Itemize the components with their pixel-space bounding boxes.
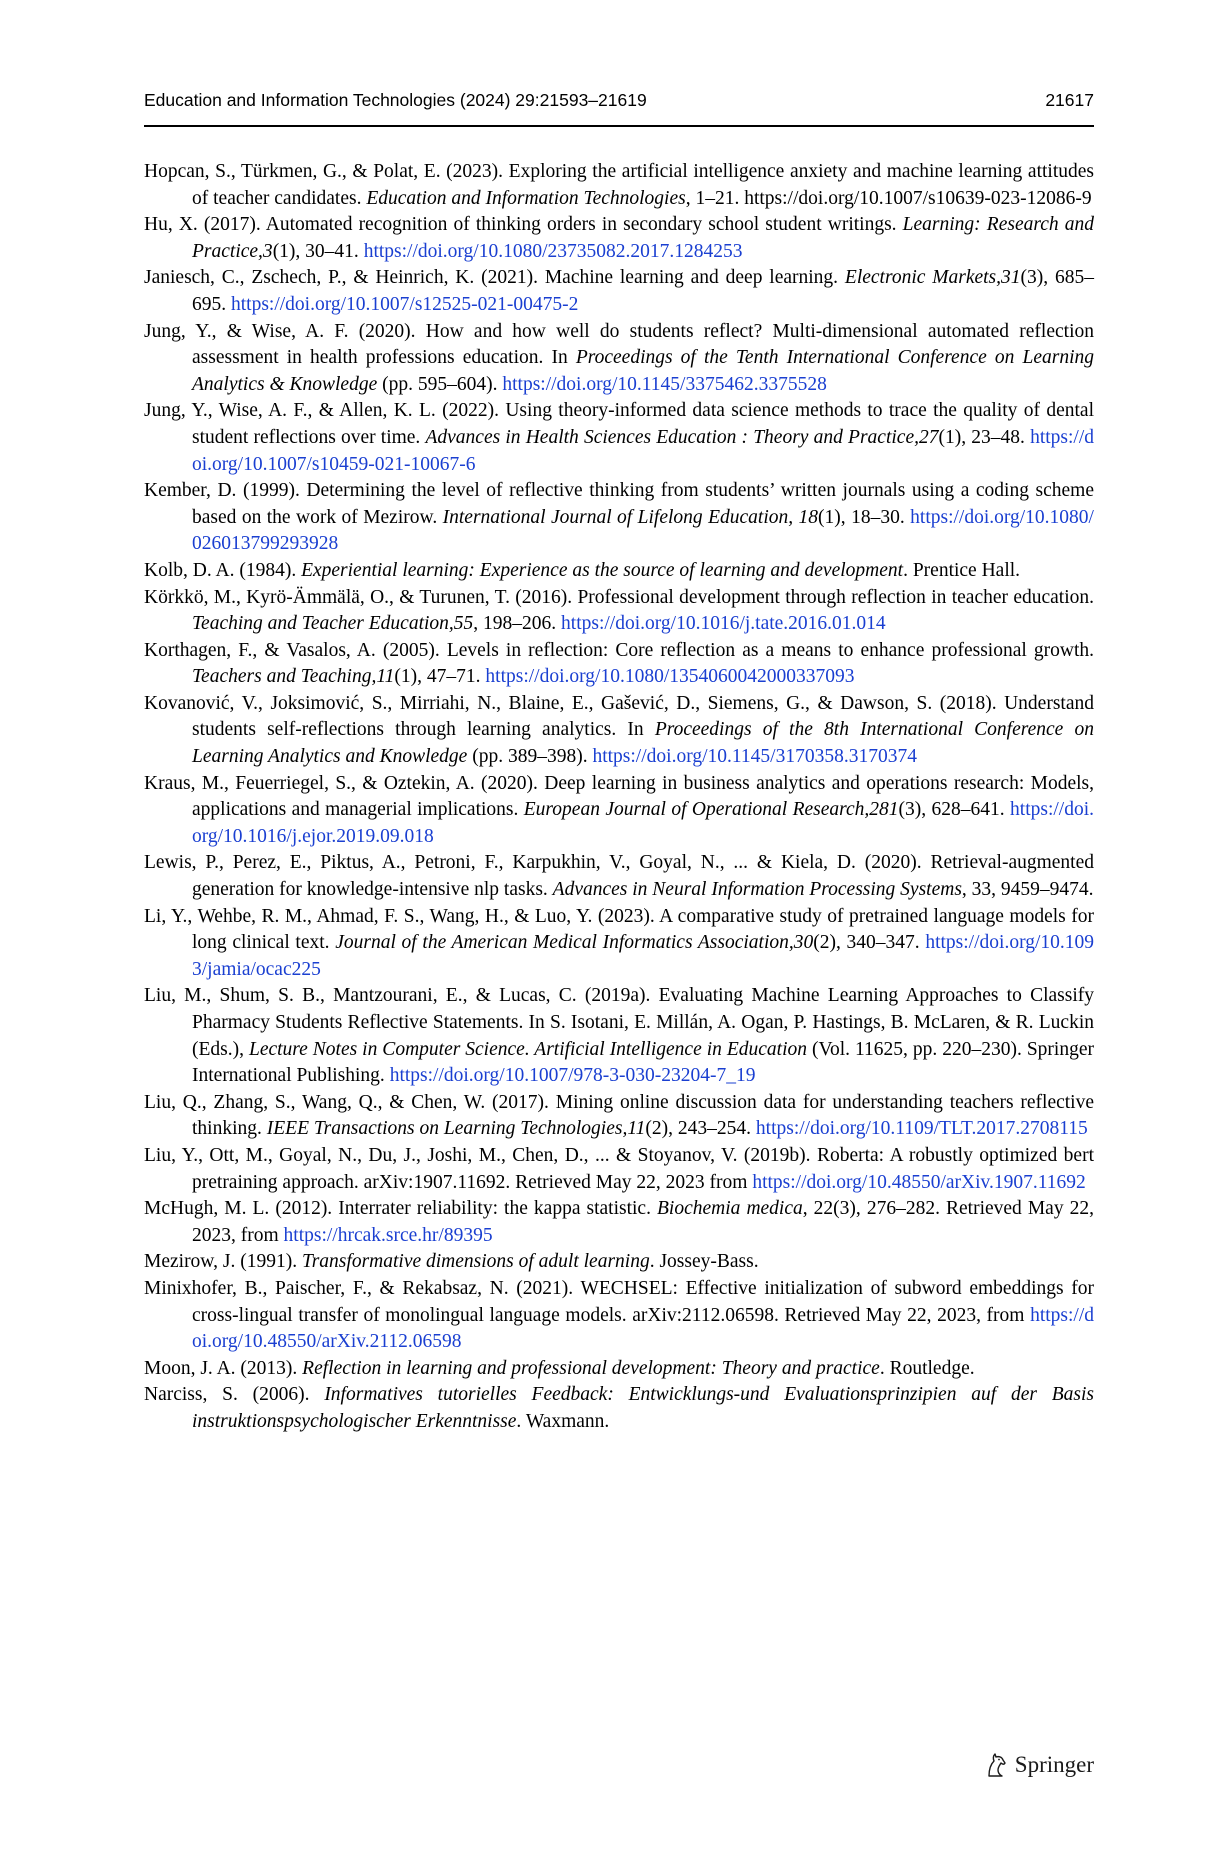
- reference-entry: [144, 1356, 1094, 1383]
- reference-italic: Teachers and Teaching,11: [192, 666, 395, 688]
- reference-rest: (2), 243–254.: [645, 1118, 756, 1140]
- reference-italic: International Journal of Lifelong Education, 18: [442, 506, 819, 528]
- reference-entry: [144, 558, 1094, 585]
- reference-text: Liu, Y., Ott, M., Goyal, N., Du, J., Joshi, M., Chen, D., ... & Stoyanov, V. (2019b). Roberta: A robustly optimized bert pretraining approach. arXiv:1907.11692. Retrieved May 22, 2023 from: [144, 1144, 1094, 1193]
- reference-doi-link[interactable]: https://doi.org/10.1080/23735082.2017.1284253: [363, 240, 743, 262]
- springer-horse-icon: [985, 1752, 1007, 1778]
- reference-doi-link[interactable]: https://doi.org/10.48550/arXiv.1907.11692: [752, 1171, 1086, 1193]
- journal-citation: Education and Information Technologies (2024) 29:21593–21619: [144, 90, 647, 110]
- reference-italic: Proceedings of the Tenth International Conference on Learning Analytics & Knowledge: [192, 347, 1094, 395]
- reference-rest: (1), 23–48.: [938, 426, 1031, 448]
- reference-rest: , 33, 9459–9474.: [961, 879, 1094, 901]
- reference-doi-link[interactable]: https://doi.org/10.1007/978-3-030-23204-7_19: [389, 1065, 756, 1087]
- header-rule: [144, 125, 1094, 127]
- reference-rest: , 22(3), 276–282. Retrieved May 22, 2023, from: [192, 1198, 1094, 1246]
- reference-doi-link[interactable]: https://doi.org/10.1007/s10459-021-10067-6: [192, 426, 1094, 475]
- reference-italic: Teaching and Teacher Education,55: [192, 613, 474, 635]
- reference-doi-link[interactable]: https://doi.org/10.48550/arXiv.2112.06598: [192, 1304, 1094, 1353]
- reference-italic: Transformative dimensions of adult learning: [301, 1251, 650, 1273]
- reference-italic: Advances in Health Sciences Education : Theory and Practice,27: [425, 426, 939, 448]
- reference-italic: Learning: Research and Practice,3: [192, 214, 1094, 262]
- reference-entry: [144, 1143, 1094, 1196]
- reference-rest: , 198–206.: [473, 613, 562, 635]
- reference-doi-link[interactable]: https://doi.org/10.1016/j.ejor.2019.09.018: [192, 799, 1095, 847]
- reference-text: Kraus, M., Feuerriegel, S., & Oztekin, A. (2020). Deep learning in business analytics and operations research: Models, applications and managerial implications.: [144, 772, 1094, 821]
- reference-doi-link[interactable]: https://hrcak.srce.hr/89395: [283, 1224, 493, 1246]
- reference-rest: . Prentice Hall.: [903, 559, 1021, 581]
- reference-italic: Electronic Markets,31: [844, 267, 1021, 289]
- reference-text: Jung, Y., Wise, A. F., & Allen, K. L. (2022). Using theory-informed data science methods to trace the quality of dental student reflections over time.: [144, 400, 1094, 448]
- reference-text: Minixhofer, B., Paischer, F., & Rekabsaz, N. (2021). WECHSEL: Effective initialization of subword embeddings for cross-lingual transfer of monolingual language models. arXiv:2112.06598. Retrieved May 22, 2023, from: [144, 1277, 1094, 1326]
- reference-italic: Informatives tutorielles Feedback: Entwicklungs-und Evaluationsprinzipien auf der Basis instruktionspsychologischer Erkenntnisse: [192, 1384, 1094, 1432]
- reference-entry: [144, 983, 1094, 1089]
- reference-doi-link[interactable]: https://doi.org/10.1007/s12525-021-00475-2: [231, 293, 579, 315]
- reference-rest: (1), 30–41.: [272, 240, 364, 262]
- reference-entry: [144, 1249, 1094, 1276]
- reference-doi-link[interactable]: https://doi.org/10.1080/026013799293928: [192, 506, 1094, 555]
- reference-text: Korthagen, F., & Vasalos, A. (2005). Levels in reflection: Core reflection as a means to enhance professional growth.: [144, 639, 1094, 661]
- reference-text: Liu, Q., Zhang, S., Wang, Q., & Chen, W. (2017). Mining online discussion data for understanding teachers reflective thinking.: [144, 1091, 1094, 1140]
- reference-rest: (1), 47–71.: [394, 666, 486, 688]
- reference-italic: Advances in Neural Information Processing Systems: [552, 879, 962, 901]
- running-header: [144, 90, 1094, 111]
- reference-italic: Proceedings of the 8th International Conference on Learning Analytics and Knowledge: [192, 719, 1094, 768]
- reference-italic: Biochemia medica: [657, 1198, 803, 1220]
- reference-text: Narciss, S. (2006).: [144, 1384, 325, 1406]
- reference-doi-link[interactable]: https://doi.org/10.1145/3170358.3170374: [592, 746, 917, 768]
- reference-rest: (2), 340–347.: [813, 932, 926, 954]
- reference-rest: (3), 685–695.: [192, 267, 1094, 315]
- reference-text: McHugh, M. L. (2012). Interrater reliability: the kappa statistic.: [144, 1198, 658, 1220]
- reference-rest: (1), 18–30.: [818, 506, 911, 528]
- reference-doi-link[interactable]: https://doi.org/10.1080/1354060042000337093: [485, 666, 855, 688]
- reference-entry: [144, 212, 1094, 265]
- reference-text: Janiesch, C., Zschech, P., & Heinrich, K. (2021). Machine learning and deep learning.: [144, 267, 845, 289]
- reference-entry: [144, 585, 1094, 638]
- reference-doi-link[interactable]: https://doi.org/10.1016/j.tate.2016.01.014: [561, 613, 886, 635]
- reference-italic: Lecture Notes in Computer Science. Artificial Intelligence in Education: [248, 1038, 807, 1060]
- reference-text: Liu, M., Shum, S. B., Mantzourani, E., & Lucas, C. (2019a). Evaluating Machine Learning Approaches to Classify Pharmacy Students Reflective Statements. In S. Isotani, E. Millán, A. Ogan, P. Hastings, B. McLaren, & R. Luckin (Eds.),: [144, 985, 1094, 1060]
- reference-italic: Reflection in learning and professional development: Theory and practice: [302, 1357, 880, 1379]
- reference-doi-link[interactable]: https://doi.org/10.1145/3375462.3375528: [502, 373, 827, 395]
- reference-rest: , 1–21. https://doi.org/10.1007/s10639-023-12086-9: [685, 187, 1092, 209]
- reference-italic: Experiential learning: Experience as the source of learning and development: [301, 559, 904, 581]
- reference-italic: IEEE Transactions on Learning Technologies,11: [266, 1118, 646, 1140]
- reference-text: Hopcan, S., Türkmen, G., & Polat, E. (2023). Exploring the artificial intelligence anxiety and machine learning attitudes of teacher candidates.: [144, 161, 1094, 209]
- reference-text: Kolb, D. A. (1984).: [144, 559, 302, 581]
- reference-rest: . Waxmann.: [516, 1410, 610, 1432]
- reference-list: [144, 159, 1094, 1436]
- reference-text: Moon, J. A. (2013).: [144, 1357, 303, 1379]
- reference-text: Kovanović, V., Joksimović, S., Mirriahi, N., Blaine, E., Gašević, D., Siemens, G., & Dawson, S. (2018). Understand students self-reflections through learning analytics. In: [144, 692, 1094, 741]
- reference-rest: . Jossey-Bass.: [649, 1251, 759, 1273]
- reference-text: Körkkö, M., Kyrö-Ämmälä, O., & Turunen, T. (2016). Professional development through reflection in teacher education.: [144, 586, 1094, 608]
- reference-entry: [144, 159, 1094, 212]
- reference-text: Li, Y., Wehbe, R. M., Ahmad, F. S., Wang, H., & Luo, Y. (2023). A comparative study of pretrained language models for long clinical text.: [144, 905, 1094, 954]
- reference-text: Mezirow, J. (1991).: [144, 1251, 302, 1273]
- reference-entry: [144, 1196, 1094, 1249]
- reference-text: Kember, D. (1999). Determining the level of reflective thinking from students’ written journals using a coding scheme based on the work of Mezirow.: [144, 480, 1094, 528]
- reference-entry: [144, 691, 1094, 771]
- publisher-footer: [985, 1752, 1094, 1778]
- reference-entry: [144, 265, 1094, 318]
- reference-doi-link[interactable]: https://doi.org/10.1109/TLT.2017.2708115: [755, 1118, 1088, 1140]
- reference-entry: [144, 1276, 1094, 1356]
- reference-text: Jung, Y., & Wise, A. F. (2020). How and how well do students reflect? Multi-dimensional automated reflection assessment in health professions education. In: [144, 320, 1094, 369]
- reference-entry: [144, 398, 1094, 478]
- reference-rest: (Vol. 11625, pp. 220–230). Springer International Publishing.: [192, 1038, 1094, 1087]
- page-number: 21617: [1045, 90, 1094, 110]
- reference-rest: (pp. 389–398).: [467, 746, 593, 768]
- reference-doi-link[interactable]: https://doi.org/10.1093/jamia/ocac225: [192, 932, 1094, 980]
- reference-text: Lewis, P., Perez, E., Piktus, A., Petroni, F., Karpukhin, V., Goyal, N., ... & Kiela, D. (2020). Retrieval-augmented generation for knowledge-intensive nlp tasks.: [144, 852, 1094, 901]
- reference-rest: (3), 628–641.: [898, 799, 1011, 821]
- reference-entry: [144, 638, 1094, 691]
- reference-entry: [144, 1382, 1094, 1435]
- reference-rest: . Routledge.: [879, 1357, 975, 1379]
- reference-entry: [144, 771, 1094, 851]
- reference-entry: [144, 1090, 1094, 1143]
- reference-italic: European Journal of Operational Research,281: [523, 799, 899, 821]
- publisher-name: Springer: [1014, 1752, 1094, 1777]
- reference-rest: (pp. 595–604).: [377, 373, 503, 395]
- reference-italic: Journal of the American Medical Informatics Association,30: [335, 932, 814, 954]
- reference-entry: [144, 319, 1094, 399]
- reference-entry: [144, 478, 1094, 558]
- reference-entry: [144, 850, 1094, 903]
- reference-entry: [144, 904, 1094, 984]
- reference-text: Hu, X. (2017). Automated recognition of thinking orders in secondary school student writings.: [144, 214, 903, 236]
- reference-italic: Education and Information Technologies: [366, 187, 686, 209]
